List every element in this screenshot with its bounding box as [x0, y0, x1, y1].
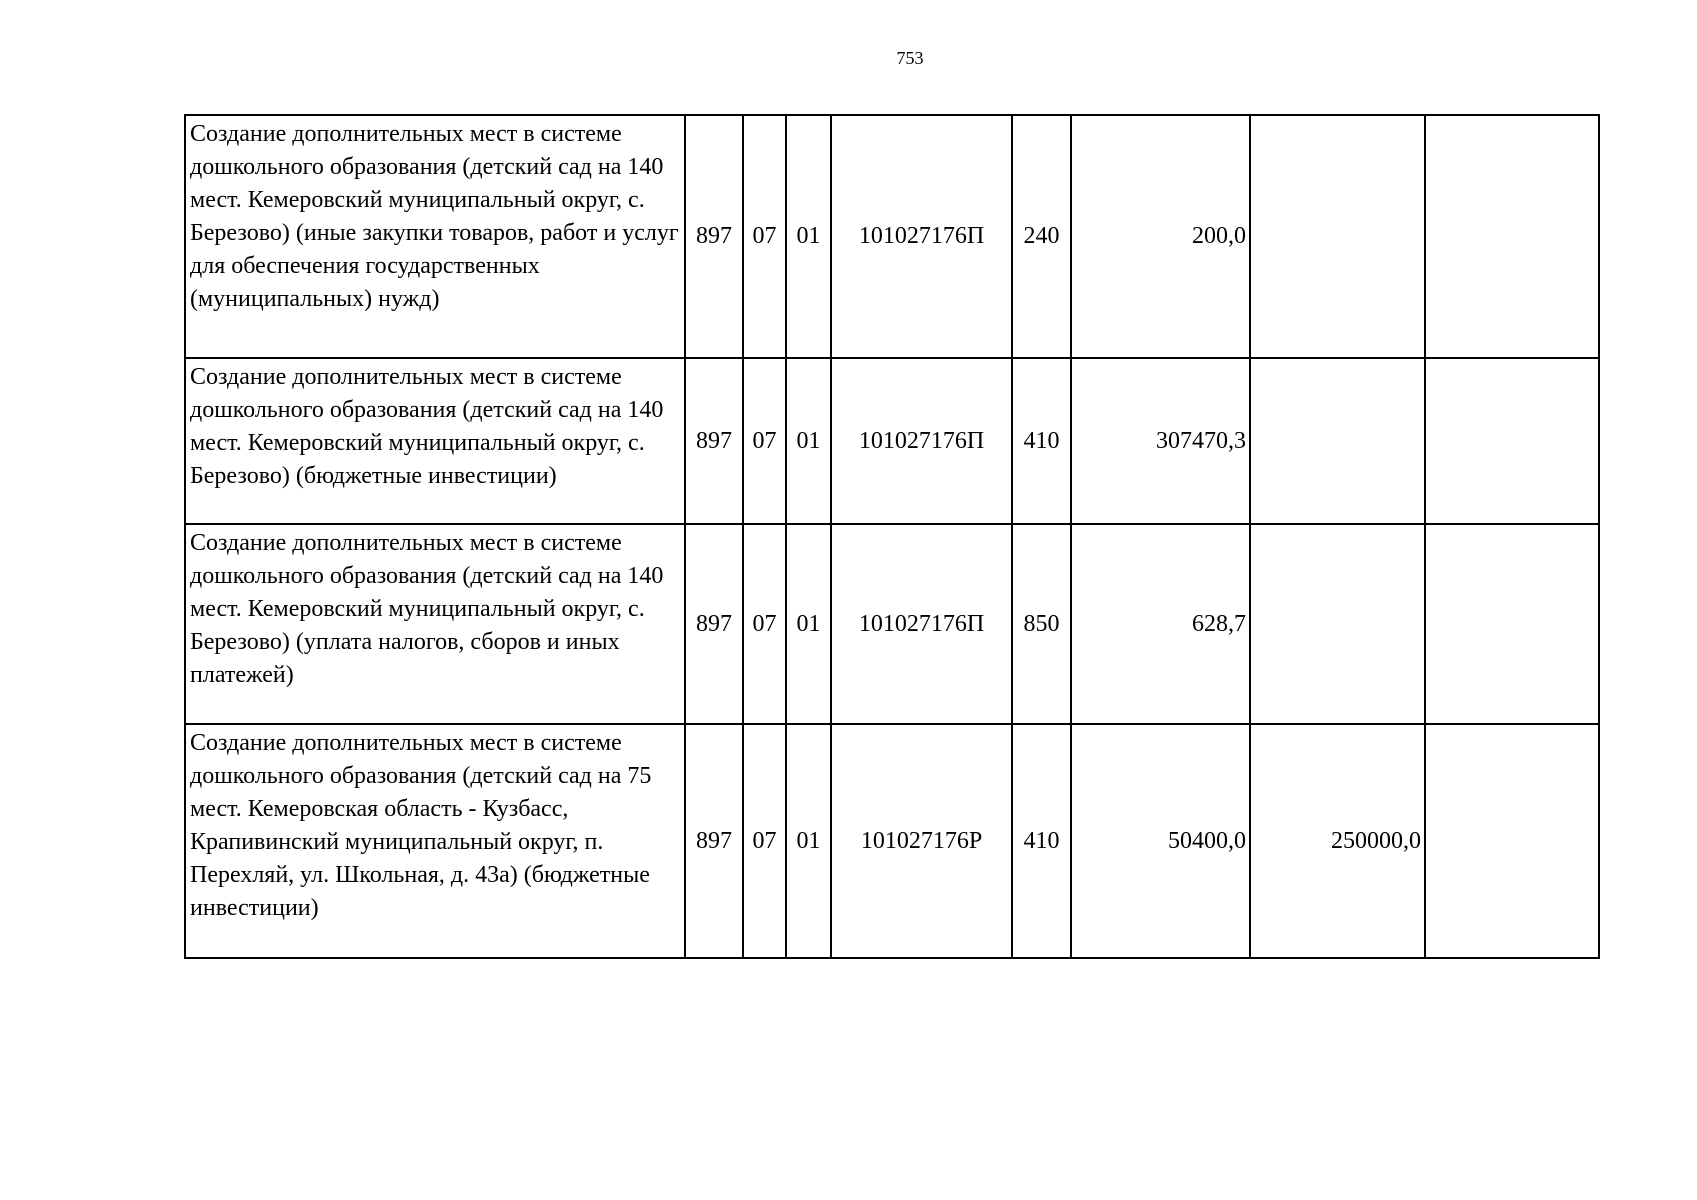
amount-1: 307470,3	[1071, 358, 1250, 524]
table-row	[185, 115, 1599, 358]
ministry-code: 897	[685, 115, 743, 358]
section-code: 07	[743, 524, 786, 724]
table-row	[185, 724, 1599, 958]
subsection-code: 01	[786, 358, 831, 524]
expense-type-code: 850	[1012, 524, 1071, 724]
table-row	[185, 358, 1599, 524]
section-code: 07	[743, 115, 786, 358]
amount-1: 628,7	[1071, 524, 1250, 724]
amount-3	[1425, 724, 1599, 958]
row-description: Создание дополнительных мест в системе дошкольного образования (детский сад на 75 мест. Кемеровская область - Кузбасс, Крапивинский муниципальный округ, п. Перехляй, ул. Школьная, д. 43а) (бюджетные инвестиции)	[185, 724, 685, 958]
amount-2	[1250, 358, 1425, 524]
target-article-code: 101027176Р	[831, 724, 1012, 958]
row-description: Создание дополнительных мест в системе дошкольного образования (детский сад на 140 мест. Кемеровский муниципальный округ, с. Березово) (иные закупки товаров, работ и услуг для обеспечения государственных (муниципальных) нужд)	[185, 115, 685, 358]
section-code: 07	[743, 358, 786, 524]
budget-table	[184, 114, 1600, 959]
subsection-code: 01	[786, 524, 831, 724]
target-article-code: 101027176П	[831, 115, 1012, 358]
target-article-code: 101027176П	[831, 358, 1012, 524]
expense-type-code: 410	[1012, 724, 1071, 958]
amount-2	[1250, 524, 1425, 724]
section-code: 07	[743, 724, 786, 958]
ministry-code: 897	[685, 358, 743, 524]
amount-1: 200,0	[1071, 115, 1250, 358]
page-number: 753	[896, 48, 924, 68]
expense-type-code: 240	[1012, 115, 1071, 358]
amount-2	[1250, 115, 1425, 358]
amount-1: 50400,0	[1071, 724, 1250, 958]
expense-type-code: 410	[1012, 358, 1071, 524]
ministry-code: 897	[685, 524, 743, 724]
target-article-code: 101027176П	[831, 524, 1012, 724]
amount-3	[1425, 524, 1599, 724]
ministry-code: 897	[685, 724, 743, 958]
amount-3	[1425, 115, 1599, 358]
row-description: Создание дополнительных мест в системе дошкольного образования (детский сад на 140 мест. Кемеровский муниципальный округ, с. Березово) (бюджетные инвестиции)	[185, 358, 685, 524]
row-description: Создание дополнительных мест в системе дошкольного образования (детский сад на 140 мест. Кемеровский муниципальный округ, с. Березово) (уплата налогов, сборов и иных платежей)	[185, 524, 685, 724]
amount-2: 250000,0	[1250, 724, 1425, 958]
subsection-code: 01	[786, 724, 831, 958]
subsection-code: 01	[786, 115, 831, 358]
amount-3	[1425, 358, 1599, 524]
table-row	[185, 524, 1599, 724]
